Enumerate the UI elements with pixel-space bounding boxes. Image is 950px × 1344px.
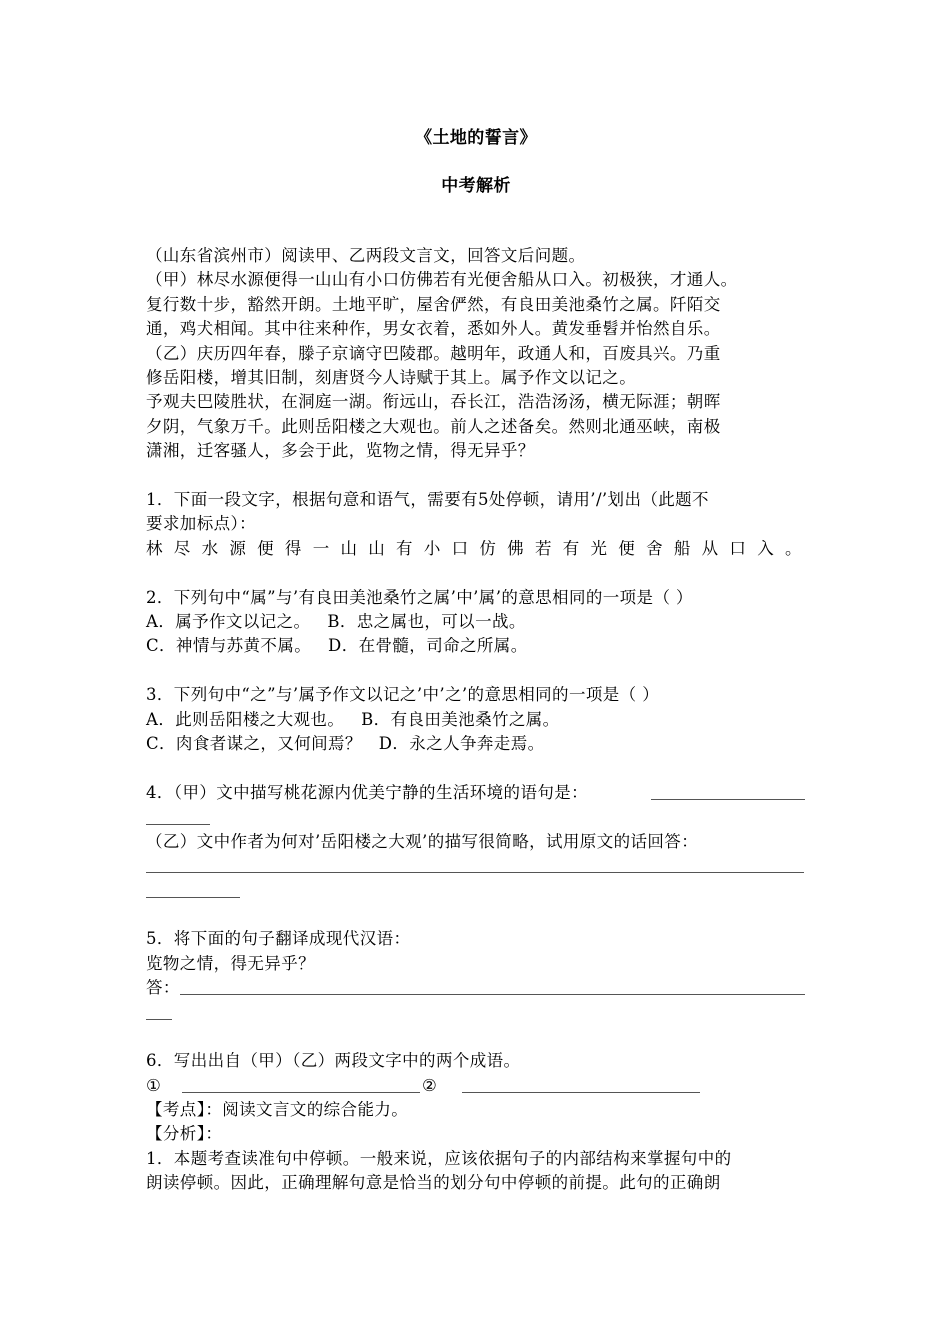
idiom-marker-2: ②	[422, 1075, 438, 1095]
spacer	[146, 756, 806, 780]
answer-blank[interactable]	[146, 872, 804, 873]
answer-blank[interactable]	[146, 824, 210, 825]
question-3-option-row: C．肉食者谋之，又何间焉？ D．永之人争奔走焉。	[146, 734, 545, 754]
idiom-blank-2[interactable]	[462, 1092, 700, 1093]
sentence-char: 得	[284, 538, 302, 558]
passage-jia-line: 通，鸡犬相闻。其中往来种作，男女衣着，悉如外人。黄发垂髫并怡然自乐。	[146, 319, 721, 339]
passage-jia-line: （甲）林尽水源便得一山山有小口仿佛若有光便舍船从口入。初极狭，才通人。	[146, 270, 738, 290]
question-6-answer-line	[146, 1074, 806, 1098]
document-title: 《土地的誓言》	[415, 128, 537, 148]
sentence-char: 光	[590, 538, 608, 558]
fenxi-line: 【分析】：	[146, 1124, 223, 1144]
answer-blank-row	[146, 854, 806, 878]
analysis-line: 1．本题考查读准句中停顿。一般来说，应该依据句子的内部结构来掌握句中的	[146, 1148, 732, 1168]
sentence-char: 山	[368, 538, 386, 558]
question-4-stem-2: （乙）文中作者为何对’岳阳楼之大观’的描写很简略，试用原文的话回答：	[146, 831, 699, 851]
sentence-char: 。	[784, 538, 802, 558]
spacer	[146, 464, 806, 488]
sentence-char: 从	[701, 538, 719, 558]
sentence-char: 水	[201, 538, 219, 558]
answer-label: 答：	[146, 978, 180, 998]
spacer	[146, 659, 806, 683]
passage-yi-line: 予观夫巴陵胜状，在洞庭一湖。衔远山，吞长江，浩浩汤汤，横无际涯；朝晖	[146, 392, 721, 412]
sentence-char: 尽	[173, 538, 191, 558]
spacer	[146, 903, 806, 927]
passage-yi-line: （乙）庆历四年春，滕子京谪守巴陵郡。越明年，政通人和，百废具兴。乃重	[146, 343, 721, 363]
question-5-sentence: 览物之情，得无异乎？	[146, 953, 315, 973]
passage-yi-line: 夕阴，气象万千。此则岳阳楼之大观也。前人之述备矣。然则北通巫峡，南极	[146, 416, 721, 436]
sentence-char: 一	[312, 538, 330, 558]
sentence-char: 口	[451, 538, 469, 558]
sentence-char: 便	[618, 538, 636, 558]
sentence-char: 入	[757, 538, 775, 558]
document-body	[146, 244, 806, 1196]
question-2-option-row: C．神情与苏黄不属。 D．在骨髓，司命之所属。	[146, 636, 528, 656]
sentence-char: 船	[673, 538, 691, 558]
question-4-line	[146, 781, 806, 805]
spacer	[146, 561, 806, 585]
kaodian-line: 【考点】：阅读文言文的综合能力。	[146, 1100, 409, 1120]
question-4-stem: 4．（甲）文中描写桃花源内优美宁静的生活环境的语句是：	[146, 782, 589, 802]
passage-yi-line: 修岳阳楼，增其旧制，刻唐贤今人诗赋于其上。属予作文以记之。	[146, 368, 637, 388]
question-6-stem: 6．写出出自（甲）（乙）两段文字中的两个成语。	[146, 1051, 521, 1071]
question-1-sentence[interactable]	[146, 537, 802, 561]
answer-blank-continued	[146, 805, 806, 829]
sentence-char: 源	[229, 538, 247, 558]
question-3-stem: 3．下列句中“之”与’属予作文以记之’中’之’的意思相同的一项是（ ）	[146, 685, 660, 705]
document-subtitle: 中考解析	[441, 176, 511, 196]
answer-blank[interactable]	[180, 994, 805, 995]
answer-blank[interactable]	[651, 799, 805, 800]
question-5-stem: 5．将下面的句子翻译成现代汉语：	[146, 929, 411, 949]
idiom-blank-1[interactable]	[182, 1092, 420, 1093]
sentence-char: 口	[729, 538, 747, 558]
sentence-char: 仿	[479, 538, 497, 558]
question-2-stem: 2．下列句中“属”与’有良田美池桑竹之属’中’属’的意思相同的一项是（ ）	[146, 587, 693, 607]
passage-jia-line: 复行数十步，豁然开朗。土地平旷，屋舍俨然，有良田美池桑竹之属。阡陌交	[146, 294, 721, 314]
question-5-answer-line	[146, 976, 806, 1000]
sentence-char: 便	[257, 538, 275, 558]
question-1-stem: 1．下面一段文字，根据句意和语气，需要有5处停顿，请用’/’划出（此题不	[146, 490, 709, 510]
answer-blank[interactable]	[146, 1019, 172, 1020]
question-1-stem: 要求加标点）：	[146, 514, 257, 534]
sentence-char: 有	[562, 538, 580, 558]
spacer	[146, 1025, 806, 1049]
sentence-char: 山	[340, 538, 358, 558]
answer-blank-continued	[146, 1000, 806, 1024]
answer-blank-row	[146, 878, 806, 902]
question-3-option-row: A．此则岳阳楼之大观也。 B．有良田美池桑竹之属。	[146, 709, 560, 729]
sentence-char: 若	[534, 538, 552, 558]
intro-line: （山东省滨州市）阅读甲、乙两段文言文，回答文后问题。	[146, 246, 586, 265]
sentence-char: 佛	[507, 538, 525, 558]
passage-yi-line: 潇湘，迁客骚人，多会于此，览物之情，得无异乎？	[146, 441, 535, 461]
analysis-line: 朗读停顿。因此，正确理解句意是恰当的划分句中停顿的前提。此句的正确朗	[146, 1173, 721, 1193]
sentence-char: 有	[396, 538, 413, 558]
sentence-char: 小	[423, 538, 441, 558]
idiom-marker-1: ①	[146, 1075, 162, 1095]
answer-blank[interactable]	[146, 897, 240, 898]
sentence-char: 林	[146, 538, 163, 558]
question-2-option-row: A．属予作文以记之。 B．忠之属也，可以一战。	[146, 612, 526, 632]
sentence-char: 舍	[646, 538, 663, 558]
